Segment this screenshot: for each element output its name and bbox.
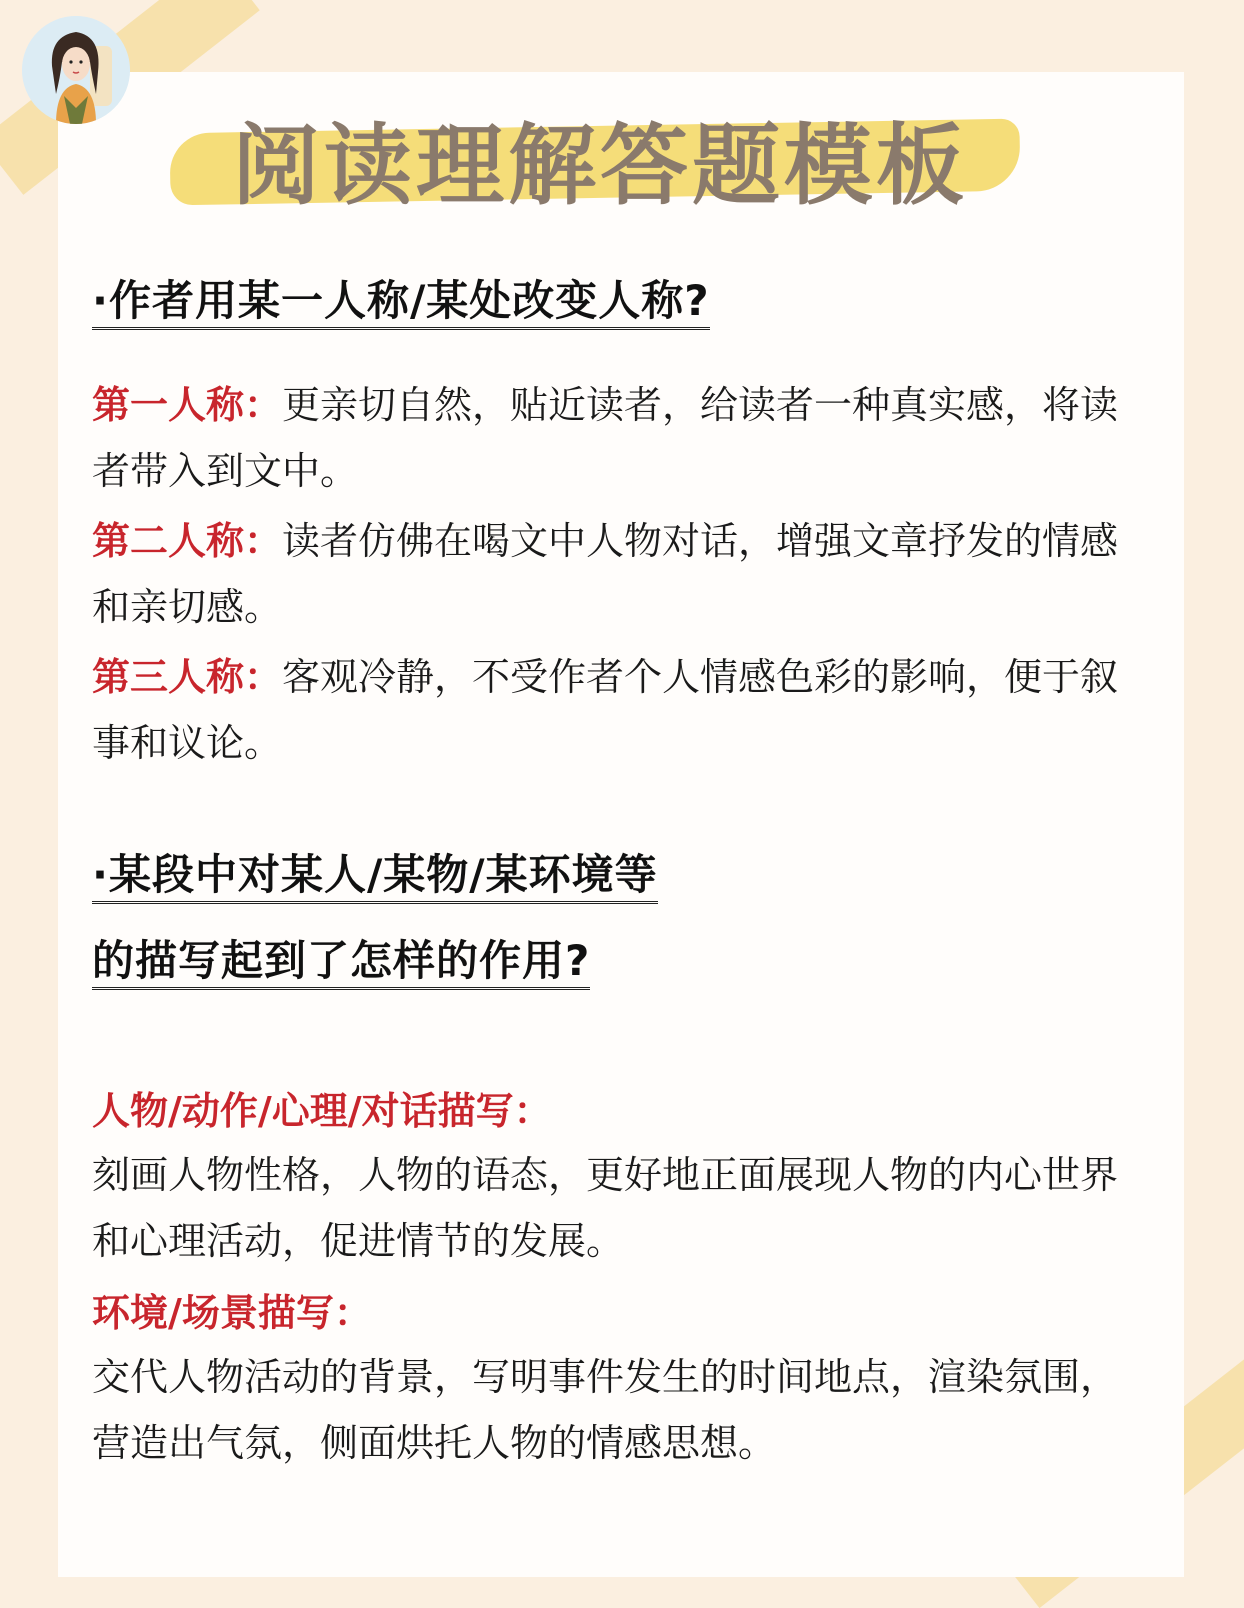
section2-item2-text: 交代人物活动的背景，写明事件发生的时间地点，渲染氛围，营造出气氛，侧面烘托人物的情感思想。	[92, 1355, 1119, 1465]
section1-heading	[92, 268, 710, 328]
title-block	[150, 88, 1050, 217]
item-text: 更亲切自然，贴近读者，给读者一种真实感，将读者带入到文中。	[92, 383, 1119, 493]
section2-item1-text: 刻画人物性格，人物的语态，更好地正面展现人物的内心世界和心理活动，促进情节的发展。	[92, 1153, 1119, 1263]
item-text: 读者仿佛在喝文中人物对话，增强文章抒发的情感和亲切感。	[92, 519, 1119, 629]
section2-heading-line1	[92, 842, 658, 902]
section1-heading-text: ·作者用某一人称/某处改变人称?	[92, 276, 710, 330]
section1-item-third-person	[92, 644, 1122, 776]
item-label: 第三人称：	[92, 654, 283, 699]
section2-heading-text-line2: 的描写起到了怎样的作用?	[92, 936, 590, 990]
section1-item-second-person	[92, 508, 1122, 640]
avatar-illustration-icon	[22, 16, 130, 124]
page-title: 阅读理解答题模板	[231, 114, 968, 217]
avatar	[22, 16, 130, 124]
section2-item1-label: 人物/动作/心理/对话描写：	[92, 1088, 552, 1133]
section2-heading-text-line1: ·某段中对某人/某物/某环境等	[92, 850, 658, 904]
item-text: 客观冷静，不受作者个人情感色彩的影响，便于叙事和议论。	[92, 655, 1119, 765]
section1-item-first-person	[92, 372, 1122, 504]
section2-item2-label: 环境/场景描写：	[92, 1290, 372, 1335]
item-label: 第二人称：	[92, 518, 283, 563]
section2-heading-line2	[92, 928, 590, 988]
item-label: 第一人称：	[92, 382, 283, 427]
